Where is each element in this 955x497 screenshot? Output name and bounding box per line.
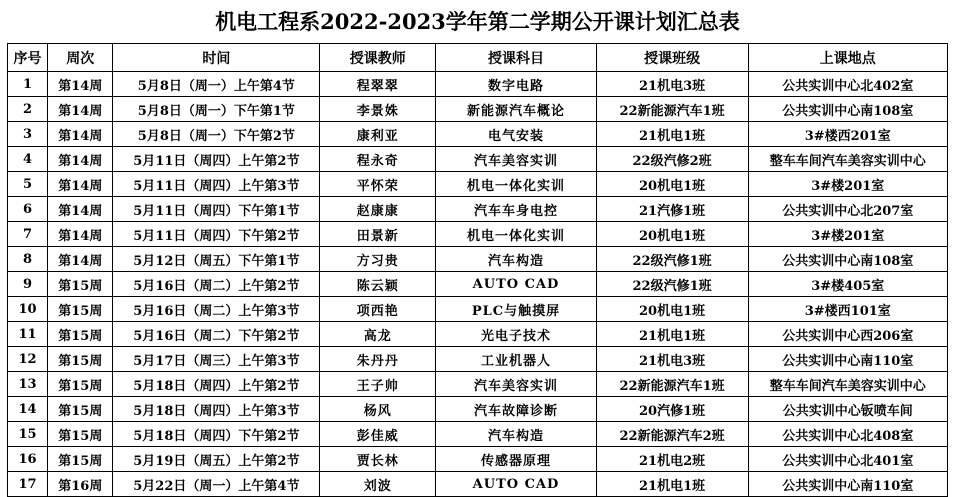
cell-week: 第16周 (48, 472, 113, 497)
cell-teacher: 方习贵 (320, 247, 436, 272)
cell-time: 5月18日（周四）上午第3节 (113, 397, 320, 422)
cell-class: 21汽修1班 (596, 197, 748, 222)
cell-time: 5月12日（周五）下午第1节 (113, 247, 320, 272)
cell-subject: 新能源汽车概论 (436, 97, 596, 122)
column-header-subject: 授课科目 (436, 44, 596, 72)
cell-index: 11 (8, 322, 48, 347)
table-row (8, 472, 948, 497)
cell-class: 22新能源汽车1班 (596, 372, 748, 397)
cell-class: 21机电3班 (596, 347, 748, 372)
column-header-teacher: 授课教师 (320, 44, 436, 72)
cell-week: 第14周 (48, 122, 113, 147)
cell-class: 20机电1班 (596, 297, 748, 322)
cell-class: 22级汽修1班 (596, 272, 748, 297)
cell-teacher: 赵康康 (320, 197, 436, 222)
cell-time: 5月19日（周五）上午第2节 (113, 447, 320, 472)
cell-class: 21机电3班 (596, 72, 748, 97)
table-header-row (8, 44, 948, 72)
cell-time: 5月11日（周四）下午第1节 (113, 197, 320, 222)
cell-subject: 数字电路 (436, 72, 596, 97)
cell-week: 第14周 (48, 222, 113, 247)
cell-subject: 汽车美容实训 (436, 147, 596, 172)
cell-time: 5月17日（周三）上午第3节 (113, 347, 320, 372)
cell-room: 公共实训中心南110室 (748, 472, 947, 497)
cell-teacher: 李景姝 (320, 97, 436, 122)
cell-teacher: 贾长林 (320, 447, 436, 472)
table-row (8, 347, 948, 372)
cell-time: 5月11日（周四）下午第2节 (113, 222, 320, 247)
public-class-schedule-table (7, 43, 948, 497)
cell-teacher: 平怀荣 (320, 172, 436, 197)
cell-class: 22级汽修1班 (596, 247, 748, 272)
cell-subject: 光电子技术 (436, 322, 596, 347)
cell-index: 6 (8, 197, 48, 222)
cell-time: 5月16日（周二）下午第2节 (113, 322, 320, 347)
cell-week: 第14周 (48, 97, 113, 122)
cell-room: 公共实训中心南110室 (748, 347, 947, 372)
cell-teacher: 程永奇 (320, 147, 436, 172)
cell-week: 第15周 (48, 272, 113, 297)
cell-room: 公共实训中心北207室 (748, 197, 947, 222)
cell-week: 第14周 (48, 197, 113, 222)
cell-class: 20汽修1班 (596, 397, 748, 422)
cell-room: 整车车间汽车美容实训中心 (748, 372, 947, 397)
cell-index: 14 (8, 397, 48, 422)
cell-week: 第14周 (48, 172, 113, 197)
cell-class: 20机电1班 (596, 222, 748, 247)
cell-week: 第15周 (48, 422, 113, 447)
column-header-time: 时间 (113, 44, 320, 72)
cell-teacher: 项西艳 (320, 297, 436, 322)
cell-index: 10 (8, 297, 48, 322)
table-row (8, 372, 948, 397)
cell-time: 5月16日（周二）上午第2节 (113, 272, 320, 297)
cell-week: 第14周 (48, 72, 113, 97)
cell-index: 13 (8, 372, 48, 397)
cell-class: 21机电1班 (596, 472, 748, 497)
cell-subject: 汽车故障诊断 (436, 397, 596, 422)
cell-index: 2 (8, 97, 48, 122)
column-header-week: 周次 (48, 44, 113, 72)
column-header-room: 上课地点 (748, 44, 947, 72)
cell-index: 4 (8, 147, 48, 172)
cell-room: 公共实训中心北408室 (748, 422, 947, 447)
table-row (8, 247, 948, 272)
cell-room: 3#楼201室 (748, 172, 947, 197)
cell-subject: 汽车车身电控 (436, 197, 596, 222)
cell-index: 9 (8, 272, 48, 297)
cell-teacher: 杨风 (320, 397, 436, 422)
cell-index: 16 (8, 447, 48, 472)
cell-class: 21机电2班 (596, 447, 748, 472)
table-row (8, 197, 948, 222)
cell-room: 公共实训中心北402室 (748, 72, 947, 97)
cell-subject: 汽车美容实训 (436, 372, 596, 397)
cell-teacher: 刘波 (320, 472, 436, 497)
cell-class: 21机电1班 (596, 322, 748, 347)
cell-teacher: 陈云颖 (320, 272, 436, 297)
cell-teacher: 王子帅 (320, 372, 436, 397)
cell-index: 5 (8, 172, 48, 197)
cell-index: 8 (8, 247, 48, 272)
column-header-index: 序号 (8, 44, 48, 72)
cell-week: 第15周 (48, 297, 113, 322)
cell-teacher: 高龙 (320, 322, 436, 347)
cell-time: 5月16日（周二）上午第3节 (113, 297, 320, 322)
cell-week: 第15周 (48, 347, 113, 372)
cell-room: 3#楼201室 (748, 222, 947, 247)
cell-time: 5月11日（周四）上午第3节 (113, 172, 320, 197)
cell-teacher: 康利亚 (320, 122, 436, 147)
table-row (8, 72, 948, 97)
table-row (8, 272, 948, 297)
cell-subject: 汽车构造 (436, 422, 596, 447)
table-row (8, 172, 948, 197)
cell-subject: AUTO CAD (436, 472, 596, 497)
cell-subject: 机电一体化实训 (436, 172, 596, 197)
table-row (8, 97, 948, 122)
cell-subject: 汽车构造 (436, 247, 596, 272)
cell-class: 22新能源汽车2班 (596, 422, 748, 447)
cell-room: 公共实训中心南108室 (748, 247, 947, 272)
cell-time: 5月8日（周一）下午第1节 (113, 97, 320, 122)
cell-week: 第15周 (48, 397, 113, 422)
cell-week: 第15周 (48, 447, 113, 472)
cell-index: 15 (8, 422, 48, 447)
table-row (8, 147, 948, 172)
cell-subject: 工业机器人 (436, 347, 596, 372)
cell-time: 5月8日（周一）上午第4节 (113, 72, 320, 97)
table-row (8, 122, 948, 147)
cell-subject: AUTO CAD (436, 272, 596, 297)
table-row (8, 322, 948, 347)
cell-room: 公共实训中心钣喷车间 (748, 397, 947, 422)
column-header-class: 授课班级 (596, 44, 748, 72)
cell-week: 第15周 (48, 372, 113, 397)
cell-room: 3#楼西201室 (748, 122, 947, 147)
cell-teacher: 程翠翠 (320, 72, 436, 97)
cell-week: 第14周 (48, 247, 113, 272)
cell-time: 5月11日（周四）上午第2节 (113, 147, 320, 172)
cell-class: 22新能源汽车1班 (596, 97, 748, 122)
table-row (8, 297, 948, 322)
cell-teacher: 朱丹丹 (320, 347, 436, 372)
cell-time: 5月18日（周四）下午第2节 (113, 422, 320, 447)
cell-teacher: 彭佳威 (320, 422, 436, 447)
cell-teacher: 田景新 (320, 222, 436, 247)
table-row (8, 422, 948, 447)
cell-class: 21机电1班 (596, 122, 748, 147)
cell-room: 整车车间汽车美容实训中心 (748, 147, 947, 172)
cell-room: 3#楼西101室 (748, 297, 947, 322)
cell-time: 5月22日（周一）上午第4节 (113, 472, 320, 497)
table-row (8, 222, 948, 247)
cell-subject: PLC与触摸屏 (436, 297, 596, 322)
cell-index: 12 (8, 347, 48, 372)
cell-index: 7 (8, 222, 48, 247)
cell-week: 第15周 (48, 322, 113, 347)
table-row (8, 397, 948, 422)
cell-class: 20机电1班 (596, 172, 748, 197)
page-title: 机电工程系2022-2023学年第二学期公开课计划汇总表 (215, 9, 740, 34)
cell-index: 1 (8, 72, 48, 97)
cell-room: 公共实训中心南108室 (748, 97, 947, 122)
cell-room: 公共实训中心北401室 (748, 447, 947, 472)
cell-room: 公共实训中心西206室 (748, 322, 947, 347)
cell-subject: 传感器原理 (436, 447, 596, 472)
cell-index: 17 (8, 472, 48, 497)
cell-index: 3 (8, 122, 48, 147)
cell-week: 第14周 (48, 147, 113, 172)
cell-class: 22级汽修2班 (596, 147, 748, 172)
cell-subject: 机电一体化实训 (436, 222, 596, 247)
cell-room: 3#楼405室 (748, 272, 947, 297)
cell-subject: 电气安装 (436, 122, 596, 147)
cell-time: 5月18日（周四）上午第2节 (113, 372, 320, 397)
table-row (8, 447, 948, 472)
cell-time: 5月8日（周一）下午第2节 (113, 122, 320, 147)
